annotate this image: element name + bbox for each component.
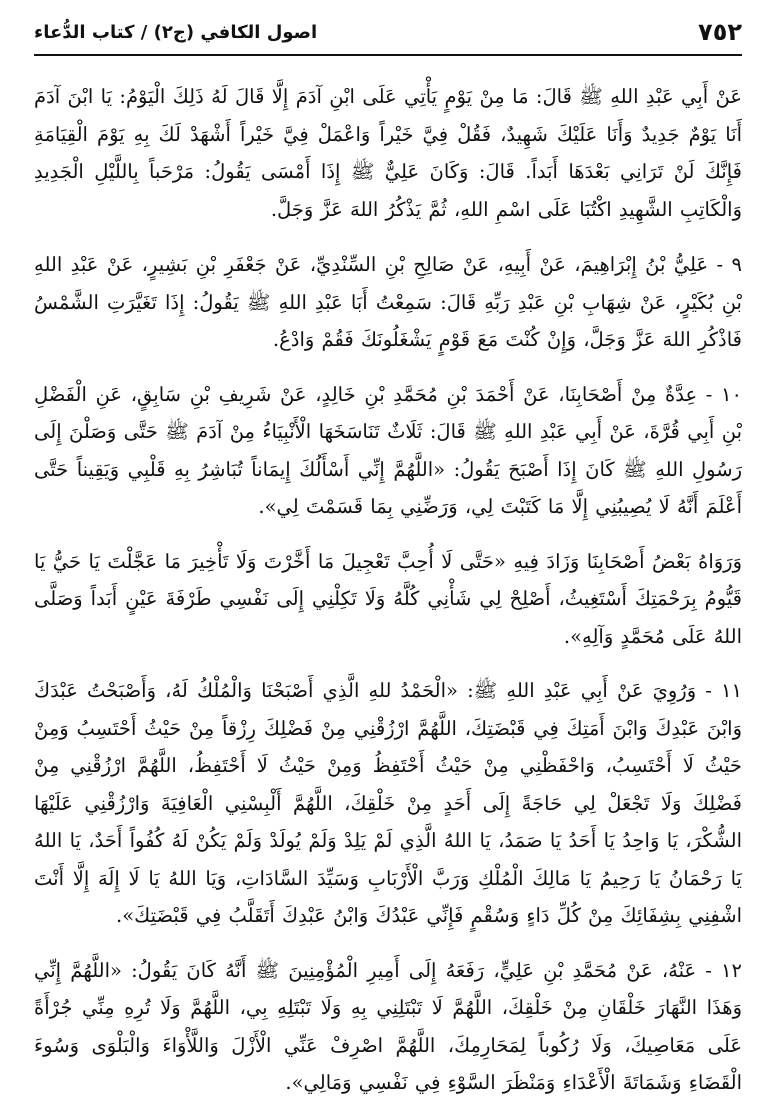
book-title: اصول الكافي (ج٢) / كتاب الدُّعاء [34,21,318,43]
body-text [34,78,742,1102]
paragraph-continuation: عَنْ أَبِي عَبْدِ اللهِ ﷺ قَالَ: مَا مِنْ يَوْمٍ يَأْتِي عَلَى ابْنِ آدَمَ إِلَّا قَالَ لَهُ ذَلِكَ الْيَوْمُ: يَا ابْنَ آدَمَ أَنَا يَوْمٌ جَدِيدٌ وَأَنَا عَلَيْكَ شَهِيدٌ، فَقُلْ فِيَّ خَيْراً وَاعْمَلْ فِيَّ خَيْراً أَشْهَدْ لَكَ بِهِ يَوْمَ الْقِيَامَةِ فَإِنَّكَ لَنْ تَرَانِي بَعْدَهَا أَبَداً. قَالَ: وَكَانَ عَلِيٌّ ﷺ إِذَا أَمْسَى يَقُولُ: مَرْحَباً بِاللَّيْلِ الْجَدِيدِ وَالْكَاتِبِ الشَّهِيدِ اكْتُبَا عَلَى اسْمِ اللهِ، ثُمَّ يَذْكُرُ اللهَ عَزَّ وَجَلَّ. [34,85,742,221]
hadith-9: ٩ - عَلِيُّ بْنُ إِبْرَاهِيمَ، عَنْ أَبِيهِ، عَنْ صَالِحِ بْنِ السِّنْدِيِّ، عَنْ جَعْفَرِ بْنِ بَشِيرٍ، عَنْ عَبْدِ اللهِ بْنِ بُكَيْرٍ، عَنْ شِهَابِ بْنِ عَبْدِ رَبِّهِ قَالَ: سَمِعْتُ أَبَا عَبْدِ اللهِ ﷺ يَقُولُ: إِذَا تَغَيَّرَتِ الشَّمْسُ فَاذْكُرِ اللهَ عَزَّ وَجَلَّ، وَإِنْ كُنْتَ مَعَ قَوْمٍ يَشْغَلُونَكَ فَقُمْ وَادْعُ. [34,253,742,351]
hadith-10-variant: وَرَوَاهُ بَعْضُ أَصْحَابِنَا وَزَادَ فِيهِ «حَتَّى لَا أُحِبَّ تَعْجِيلَ مَا أَخَّرْتَ وَلَا تَأْخِيرَ مَا عَجَّلْتَ يَا حَيُّ يَا قَيُّومُ بِرَحْمَتِكَ أَسْتَغِيثُ، أَصْلِحْ لِي شَأْنِي كُلَّهُ وَلَا تَكِلْنِي إِلَى نَفْسِي طَرْفَةَ عَيْنٍ أَبَداً وَصَلَّى اللهُ عَلَى مُحَمَّدٍ وَآلِهِ». [34,549,742,648]
hadith-10: ١٠ - عِدَّةٌ مِنْ أَصْحَابِنَا، عَنْ أَحْمَدَ بْنِ مُحَمَّدِ بْنِ خَالِدٍ، عَنْ شَرِيفِ بْنِ سَابِقٍ، عَنِ الْفَضْلِ بْنِ أَبِي قُرَّةَ، عَنْ أَبِي عَبْدِ اللهِ ﷺ قَالَ: ثَلَاثٌ تَنَاسَخَهَا الْأَنْبِيَاءُ مِنْ آدَمَ ﷺ حَتَّى وَصَلْنَ إِلَى رَسُولِ اللهِ ﷺ كَانَ إِذَا أَصْبَحَ يَقُولُ: «اللَّهُمَّ إِنِّي أَسْأَلُكَ إِيمَاناً تُبَاشِرُ بِهِ قَلْبِي وَيَقِيناً حَتَّى أَعْلَمَ أَنَّهُ لَا يُصِيبُنِي إِلَّا مَا كَتَبْتَ لِي، وَرَضِّنِي بِمَا قَسَمْتَ لِي». [34,382,742,518]
hadith-11: ١١ - وَرُوِيَ عَنْ أَبِي عَبْدِ اللهِ ﷺ: «الْحَمْدُ للهِ الَّذِي أَصْبَحْنَا وَالْمُلْكُ لَهُ، وَأَصْبَحْتُ عَبْدَكَ وَابْنَ عَبْدِكَ وَابْنَ أَمَتِكَ فِي قَبْضَتِكَ، اللَّهُمَّ ارْزُقْنِي مِنْ فَضْلِكَ رِزْقاً مِنْ حَيْثُ أَحْتَسِبُ وَمِنْ حَيْثُ لَا أَحْتَسِبُ، وَاحْفَظْنِي مِنْ حَيْثُ أَحْتَفِظُ وَمِنْ حَيْثُ لَا أَحْتَفِظُ، اللَّهُمَّ ارْزُقْنِي مِنْ فَضْلِكَ وَلَا تَجْعَلْ لِي حَاجَةً إِلَى أَحَدٍ مِنْ خَلْقِكَ، اللَّهُمَّ أَلْبِسْنِي الْعَافِيَةَ وَارْزُقْنِي عَلَيْهَا الشُّكْرَ، يَا وَاحِدُ يَا أَحَدُ يَا صَمَدُ، يَا اللهُ الَّذِي لَمْ يَلِدْ وَلَمْ يُولَدْ وَلَمْ يَكُنْ لَهُ كُفُواً أَحَدٌ، يَا اللهُ يَا رَحْمَانُ يَا رَحِيمُ يَا مَالِكَ الْمُلْكِ وَرَبَّ الْأَرْبَابِ وَسَيِّدَ السَّادَاتِ، وَيَا اللهُ يَا لَا إِلَهَ إِلَّا أَنْتَ اشْفِنِي بِشِفَائِكَ مِنْ كُلِّ دَاءٍ وَسُقْمٍ فَإِنِّي عَبْدُكَ وَابْنُ عَبْدِكَ أَتَقَلَّبُ فِي قَبْضَتِكَ». [34,679,742,927]
page-number: ٧٥٢ [698,18,742,46]
hadith-12: ١٢ - عَنْهُ، عَنْ مُحَمَّدِ بْنِ عَلِيٍّ، رَفَعَهُ إِلَى أَمِيرِ الْمُؤْمِنِينَ ﷺ أَنَّهُ كَانَ يَقُولُ: «اللَّهُمَّ إِنِّي وَهَذَا النَّهَارَ خَلْقَانِ مِنْ خَلْقِكَ، اللَّهُمَّ لَا تَبْتَلِنِي بِهِ وَلَا تَبْتَلِهِ بِي، اللَّهُمَّ وَلَا تُرِهِ مِنِّي جُرْأَةً عَلَى مَعَاصِيكَ، وَلَا رُكُوباً لِمَحَارِمِكَ، اللَّهُمَّ اصْرِفْ عَنِّي الْأَزْلَ وَاللَّأْوَاءَ وَالْبَلْوَى وَسُوءَ الْقَضَاءِ وَشَمَاتَةَ الْأَعْدَاءِ وَمَنْظَرَ السَّوْءِ فِي نَفْسِي وَمَالِي». [34,958,742,1094]
running-head [34,10,742,56]
